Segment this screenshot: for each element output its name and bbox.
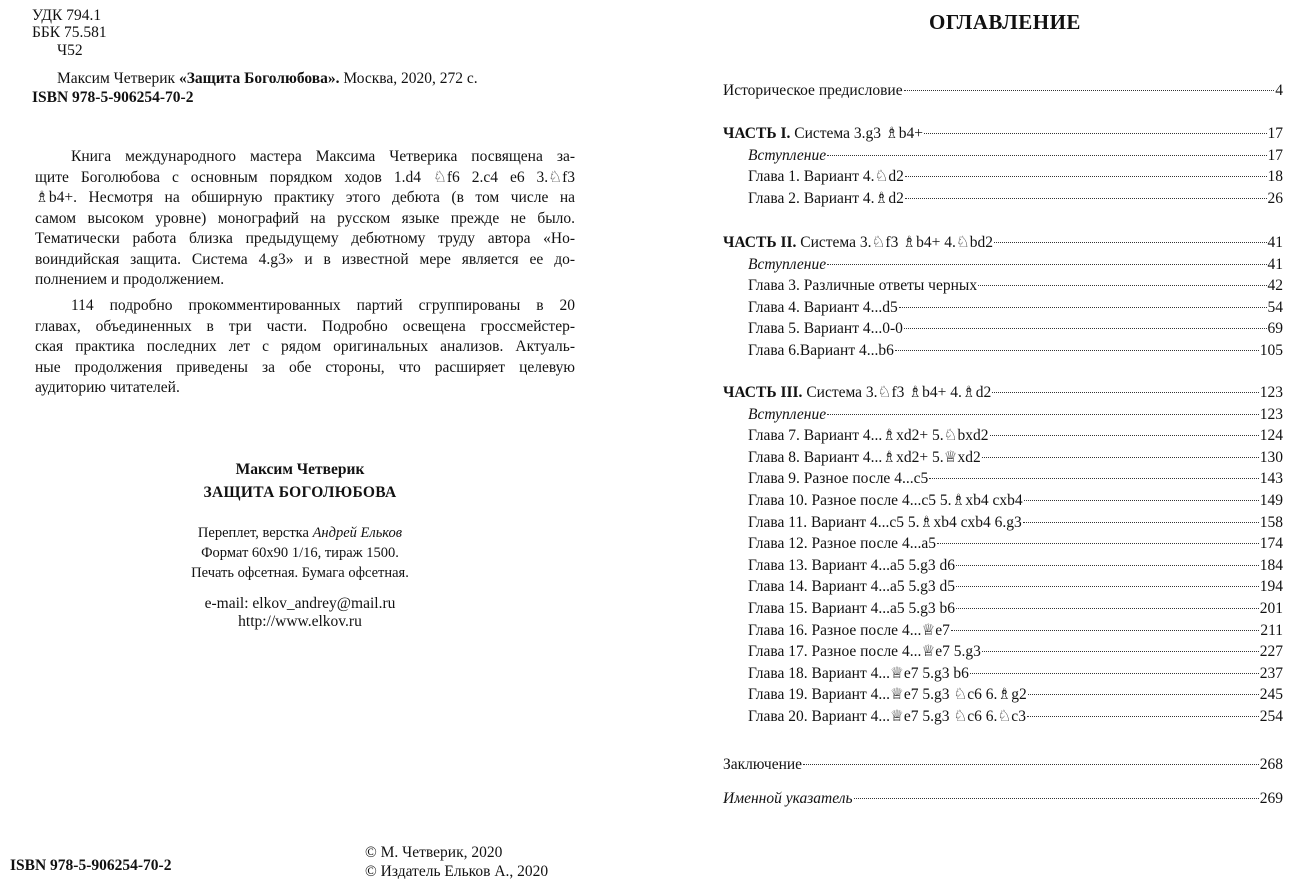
entry-text: Глава 8. Вариант 4...♗xd2+ 5.♕xd2 (748, 448, 981, 466)
annotation-line: ская практика последних лет с рядом оригинальных анализов. Актуаль- (35, 338, 575, 355)
page-number: 18 (1267, 168, 1283, 186)
dot-leader (905, 198, 1267, 199)
page-number: 124 (1259, 427, 1283, 445)
dot-leader (1028, 694, 1259, 695)
entry-text: Заключение (723, 756, 803, 773)
toc-entry-label (748, 706, 1026, 728)
page-number: 17 (1267, 125, 1283, 142)
toc-entry-label (748, 145, 826, 167)
dot-leader (956, 608, 1259, 609)
toc-chapter[interactable] (723, 684, 1283, 706)
entry-text: Глава 20. Вариант 4...♕e7 5.g3 ♘c6 6.♘c3 (748, 707, 1026, 725)
annotation-line: аудиторию читателей. (35, 379, 180, 396)
dot-leader (956, 586, 1259, 587)
toc-chapter[interactable] (723, 188, 1283, 210)
page-number: 130 (1259, 448, 1283, 466)
entry-text: Глава 19. Вариант 4...♕e7 5.g3 ♘c6 6.♗g2 (748, 686, 1027, 704)
imprint-print: Печать офсетная. Бумага офсетная. (191, 565, 409, 581)
page-number: 41 (1267, 234, 1283, 251)
dot-leader (895, 350, 1259, 351)
toc-entry-label (748, 620, 950, 642)
toc-entry-label (723, 232, 993, 254)
annotation-line: Тематически работа близка предыдущему дебютному труду автора «Но- (35, 230, 575, 247)
toc-entry-label (723, 382, 991, 404)
dot-leader (937, 543, 1259, 544)
dot-leader (924, 133, 1267, 134)
page-number: 269 (1259, 790, 1283, 807)
copyright-author: © М. Четверик, 2020 (365, 844, 503, 861)
copyright-publisher: © Издатель Ельков А., 2020 (365, 863, 549, 880)
imprint-author: Максим Четверик (235, 461, 365, 478)
part-number: ЧАСТЬ I. (723, 125, 791, 142)
dot-leader (978, 285, 1266, 286)
toc-chapter[interactable] (723, 318, 1283, 340)
page-number: 69 (1267, 320, 1283, 338)
dot-leader (803, 764, 1259, 765)
page-number: 158 (1259, 513, 1283, 531)
toc-entry-label (748, 297, 898, 319)
page-number: 42 (1267, 277, 1283, 295)
page-number: 254 (1259, 707, 1283, 725)
annotation-line: 114 подробно прокомментированных партий сгруппированы в 20 (71, 297, 575, 314)
entry-text: Система 3.♘f3 ♗b4+ 4.♗d2 (802, 384, 992, 401)
toc-entry-label (748, 555, 955, 577)
toc-chapter[interactable] (723, 447, 1283, 469)
toc-chapter[interactable] (723, 576, 1283, 598)
toc-entry-label (748, 275, 977, 297)
page-number: 194 (1259, 578, 1283, 596)
toc-entry-label (748, 490, 1023, 512)
page-number: 149 (1259, 491, 1283, 509)
entry-text: Глава 13. Вариант 4...a5 5.g3 d6 (748, 556, 955, 574)
toc-entry-label (723, 788, 853, 810)
dot-leader (899, 307, 1267, 308)
annotation-line: щите Боголюбова с основным порядком ходов 1.d4 ♘f6 2.c4 e6 3.♘f3 (35, 168, 575, 186)
dot-leader (970, 673, 1259, 674)
entry-text: Глава 16. Разное после 4...♕e7 (748, 621, 950, 639)
toc-chapter[interactable] (723, 404, 1283, 426)
page-number: 174 (1259, 535, 1283, 553)
toc-entry-label (748, 188, 904, 210)
entry-text: Глава 1. Вариант 4.♘d2 (748, 168, 904, 186)
page-number: 201 (1259, 599, 1283, 617)
toc-part-1[interactable] (723, 123, 1283, 145)
toc-entry-label (748, 404, 826, 426)
dot-leader (929, 478, 1259, 479)
citation-details: Москва, 2020, 272 с. (343, 70, 478, 87)
toc-chapter[interactable] (723, 620, 1283, 642)
toc-chapter[interactable] (723, 340, 1283, 362)
toc-entry-label (723, 80, 903, 102)
toc-chapter[interactable] (723, 706, 1283, 728)
dot-leader (951, 630, 1259, 631)
dot-leader (982, 651, 1259, 652)
dot-leader (904, 328, 1267, 329)
toc-entry-label (748, 425, 989, 447)
entry-text: Глава 10. Разное после 4...c5 5.♗xb4 cxb4 (748, 491, 1023, 509)
page-number: 237 (1259, 664, 1283, 682)
page-number: 4 (1275, 82, 1283, 99)
citation (57, 71, 478, 87)
imprint-title: ЗАЩИТА БОГОЛЮБОВА (203, 484, 397, 501)
annotation-line: самом высоком уровне) монографий на русском языке прежде не было. (35, 209, 575, 227)
format-fraction: 1/16 (291, 545, 318, 561)
entry-text: Глава 14. Вариант 4...a5 5.g3 d5 (748, 578, 955, 596)
page-number: 184 (1259, 556, 1283, 574)
page-number: 227 (1259, 643, 1283, 661)
annotation-line: воиндийская защита. Система 4.g3» и в известной мере является ее до- (35, 250, 575, 268)
page-number: 17 (1267, 146, 1283, 164)
toc-chapter[interactable] (723, 468, 1283, 490)
entry-text: Глава 5. Вариант 4...0-0 (748, 320, 903, 338)
author-code: Ч52 (57, 42, 83, 59)
annotation-line: главах, объединенных в три части. Подробно освещена гроссмейстер- (35, 317, 575, 335)
toc-chapter[interactable] (723, 297, 1283, 319)
page-number: 105 (1259, 341, 1283, 359)
page-number: 245 (1259, 686, 1283, 704)
part-number: ЧАСТЬ II. (723, 234, 797, 251)
entry-text: Вступление (748, 405, 827, 423)
dot-leader (956, 565, 1259, 566)
toc-chapter[interactable] (723, 641, 1283, 663)
page-number: 143 (1259, 470, 1283, 488)
entry-text: Глава 9. Разное после 4...c5 (748, 470, 929, 488)
entry-text: Система 3.g3 ♗b4+ (790, 125, 923, 142)
entry-text: Вступление (748, 255, 827, 273)
toc-chapter[interactable] (723, 533, 1283, 555)
toc-entry-label (748, 663, 969, 685)
entry-text: Глава 6.Вариант 4...b6 (748, 341, 894, 359)
toc-chapter[interactable] (723, 254, 1283, 276)
dot-leader (994, 242, 1267, 243)
toc-entry-label (723, 754, 802, 776)
dot-leader (982, 457, 1259, 458)
toc-preface[interactable] (723, 80, 1283, 102)
annotation-line: полнением и продолжением. (35, 271, 225, 288)
toc-entry-label (748, 576, 955, 598)
imprint-layout (150, 523, 450, 543)
toc-entry-label (748, 340, 894, 362)
udk-code: УДК 794.1 (32, 7, 102, 24)
annotation-line: Книга международного мастера Максима Четверика посвящена за- (71, 148, 575, 165)
dot-leader (1024, 500, 1259, 501)
entry-text: Система 3.♘f3 ♗b4+ 4.♘bd2 (796, 234, 993, 251)
toc-conclusion[interactable] (723, 754, 1283, 776)
toc-chapter[interactable] (723, 166, 1283, 188)
dot-leader (992, 392, 1258, 393)
page-number: 123 (1259, 384, 1283, 401)
entry-text: Глава 3. Различные ответы черных (748, 277, 978, 295)
toc-title: ОГЛАВЛЕНИЕ (929, 10, 1081, 34)
page-number: 26 (1267, 189, 1283, 207)
toc-chapter[interactable] (723, 275, 1283, 297)
toc-part-3[interactable] (723, 382, 1283, 404)
toc-index[interactable] (723, 788, 1283, 810)
toc-chapter[interactable] (723, 512, 1283, 534)
citation-title: «Защита Боголюбова». (178, 70, 340, 87)
dot-leader (827, 155, 1266, 156)
toc-entry-label (748, 512, 1022, 534)
toc-chapter[interactable] (723, 425, 1283, 447)
toc-entry-label (748, 598, 955, 620)
dot-leader (1027, 716, 1259, 717)
isbn-bottom: ISBN 978-5-906254-70-2 (10, 857, 172, 874)
page-number: 41 (1267, 255, 1283, 273)
isbn-top: ISBN 978-5-906254-70-2 (32, 89, 194, 106)
part-number: ЧАСТЬ III. (723, 384, 803, 401)
entry-text: Глава 18. Вариант 4...♕e7 5.g3 b6 (748, 664, 969, 682)
entry-text: Глава 12. Разное после 4...a5 (748, 535, 936, 553)
toc-entry-label (748, 447, 981, 469)
entry-text: Вступление (748, 146, 827, 164)
layout-label: Переплет, верстка (197, 525, 313, 541)
annotation-line: ♗b4+. Несмотря на обширную практику этого дебюта (в том числе на (35, 189, 575, 206)
bbk-code: ББК 75.581 (32, 24, 107, 41)
toc-part-2[interactable] (723, 232, 1283, 254)
toc-entry-label (748, 166, 904, 188)
format-label: Формат 60x90 (201, 545, 292, 561)
toc-chapter[interactable] (723, 555, 1283, 577)
imprint-email: e-mail: elkov_andrey@mail.ru (204, 595, 396, 612)
dot-leader (905, 176, 1267, 177)
imprint-format (150, 543, 450, 563)
annotation-paragraph-1 (35, 147, 575, 291)
toc-entry-label (748, 533, 936, 555)
entry-text: Глава 2. Вариант 4.♗d2 (748, 189, 904, 207)
entry-text: Историческое предисловие (723, 82, 903, 99)
toc-entry-label (748, 318, 903, 340)
entry-text: Глава 17. Разное после 4...♕e7 5.g3 (748, 643, 981, 661)
entry-text: Глава 15. Вариант 4...a5 5.g3 b6 (748, 599, 955, 617)
toc-entry-label (748, 641, 981, 663)
toc-chapter[interactable] (723, 598, 1283, 620)
entry-text: Глава 11. Вариант 4...c5 5.♗xb4 cxb4 6.g3 (748, 513, 1022, 531)
annotation-line: ные продолжения приведены за обе стороны, что расширяет целевую (35, 358, 575, 376)
toc-chapter[interactable] (723, 145, 1283, 167)
dot-leader (827, 264, 1266, 265)
dot-leader (827, 414, 1259, 415)
citation-author: Максим Четверик (57, 70, 176, 87)
toc-entry-label (748, 254, 826, 276)
toc-entry-label (723, 123, 923, 145)
entry-text: Глава 7. Вариант 4...♗xd2+ 5.♘bxd2 (748, 427, 989, 445)
entry-text: Глава 4. Вариант 4...d5 (748, 298, 898, 316)
page-number: 54 (1267, 298, 1283, 316)
format-run: , тираж 1500. (317, 545, 399, 561)
toc-chapter[interactable] (723, 490, 1283, 512)
entry-text: Именной указатель (723, 790, 853, 807)
imprint-url: http://www.elkov.ru (238, 613, 362, 630)
page-number: 123 (1259, 405, 1283, 423)
toc-entry-label (748, 468, 928, 490)
toc-chapter[interactable] (723, 663, 1283, 685)
dot-leader (854, 798, 1259, 799)
dot-leader (904, 90, 1275, 91)
dot-leader (990, 435, 1259, 436)
toc-entry-label (748, 684, 1027, 706)
annotation-paragraph-2 (35, 296, 575, 399)
page-number: 211 (1260, 621, 1283, 639)
page-number: 268 (1259, 756, 1283, 773)
layout-name: Андрей Ельков (312, 525, 403, 541)
dot-leader (1023, 522, 1259, 523)
